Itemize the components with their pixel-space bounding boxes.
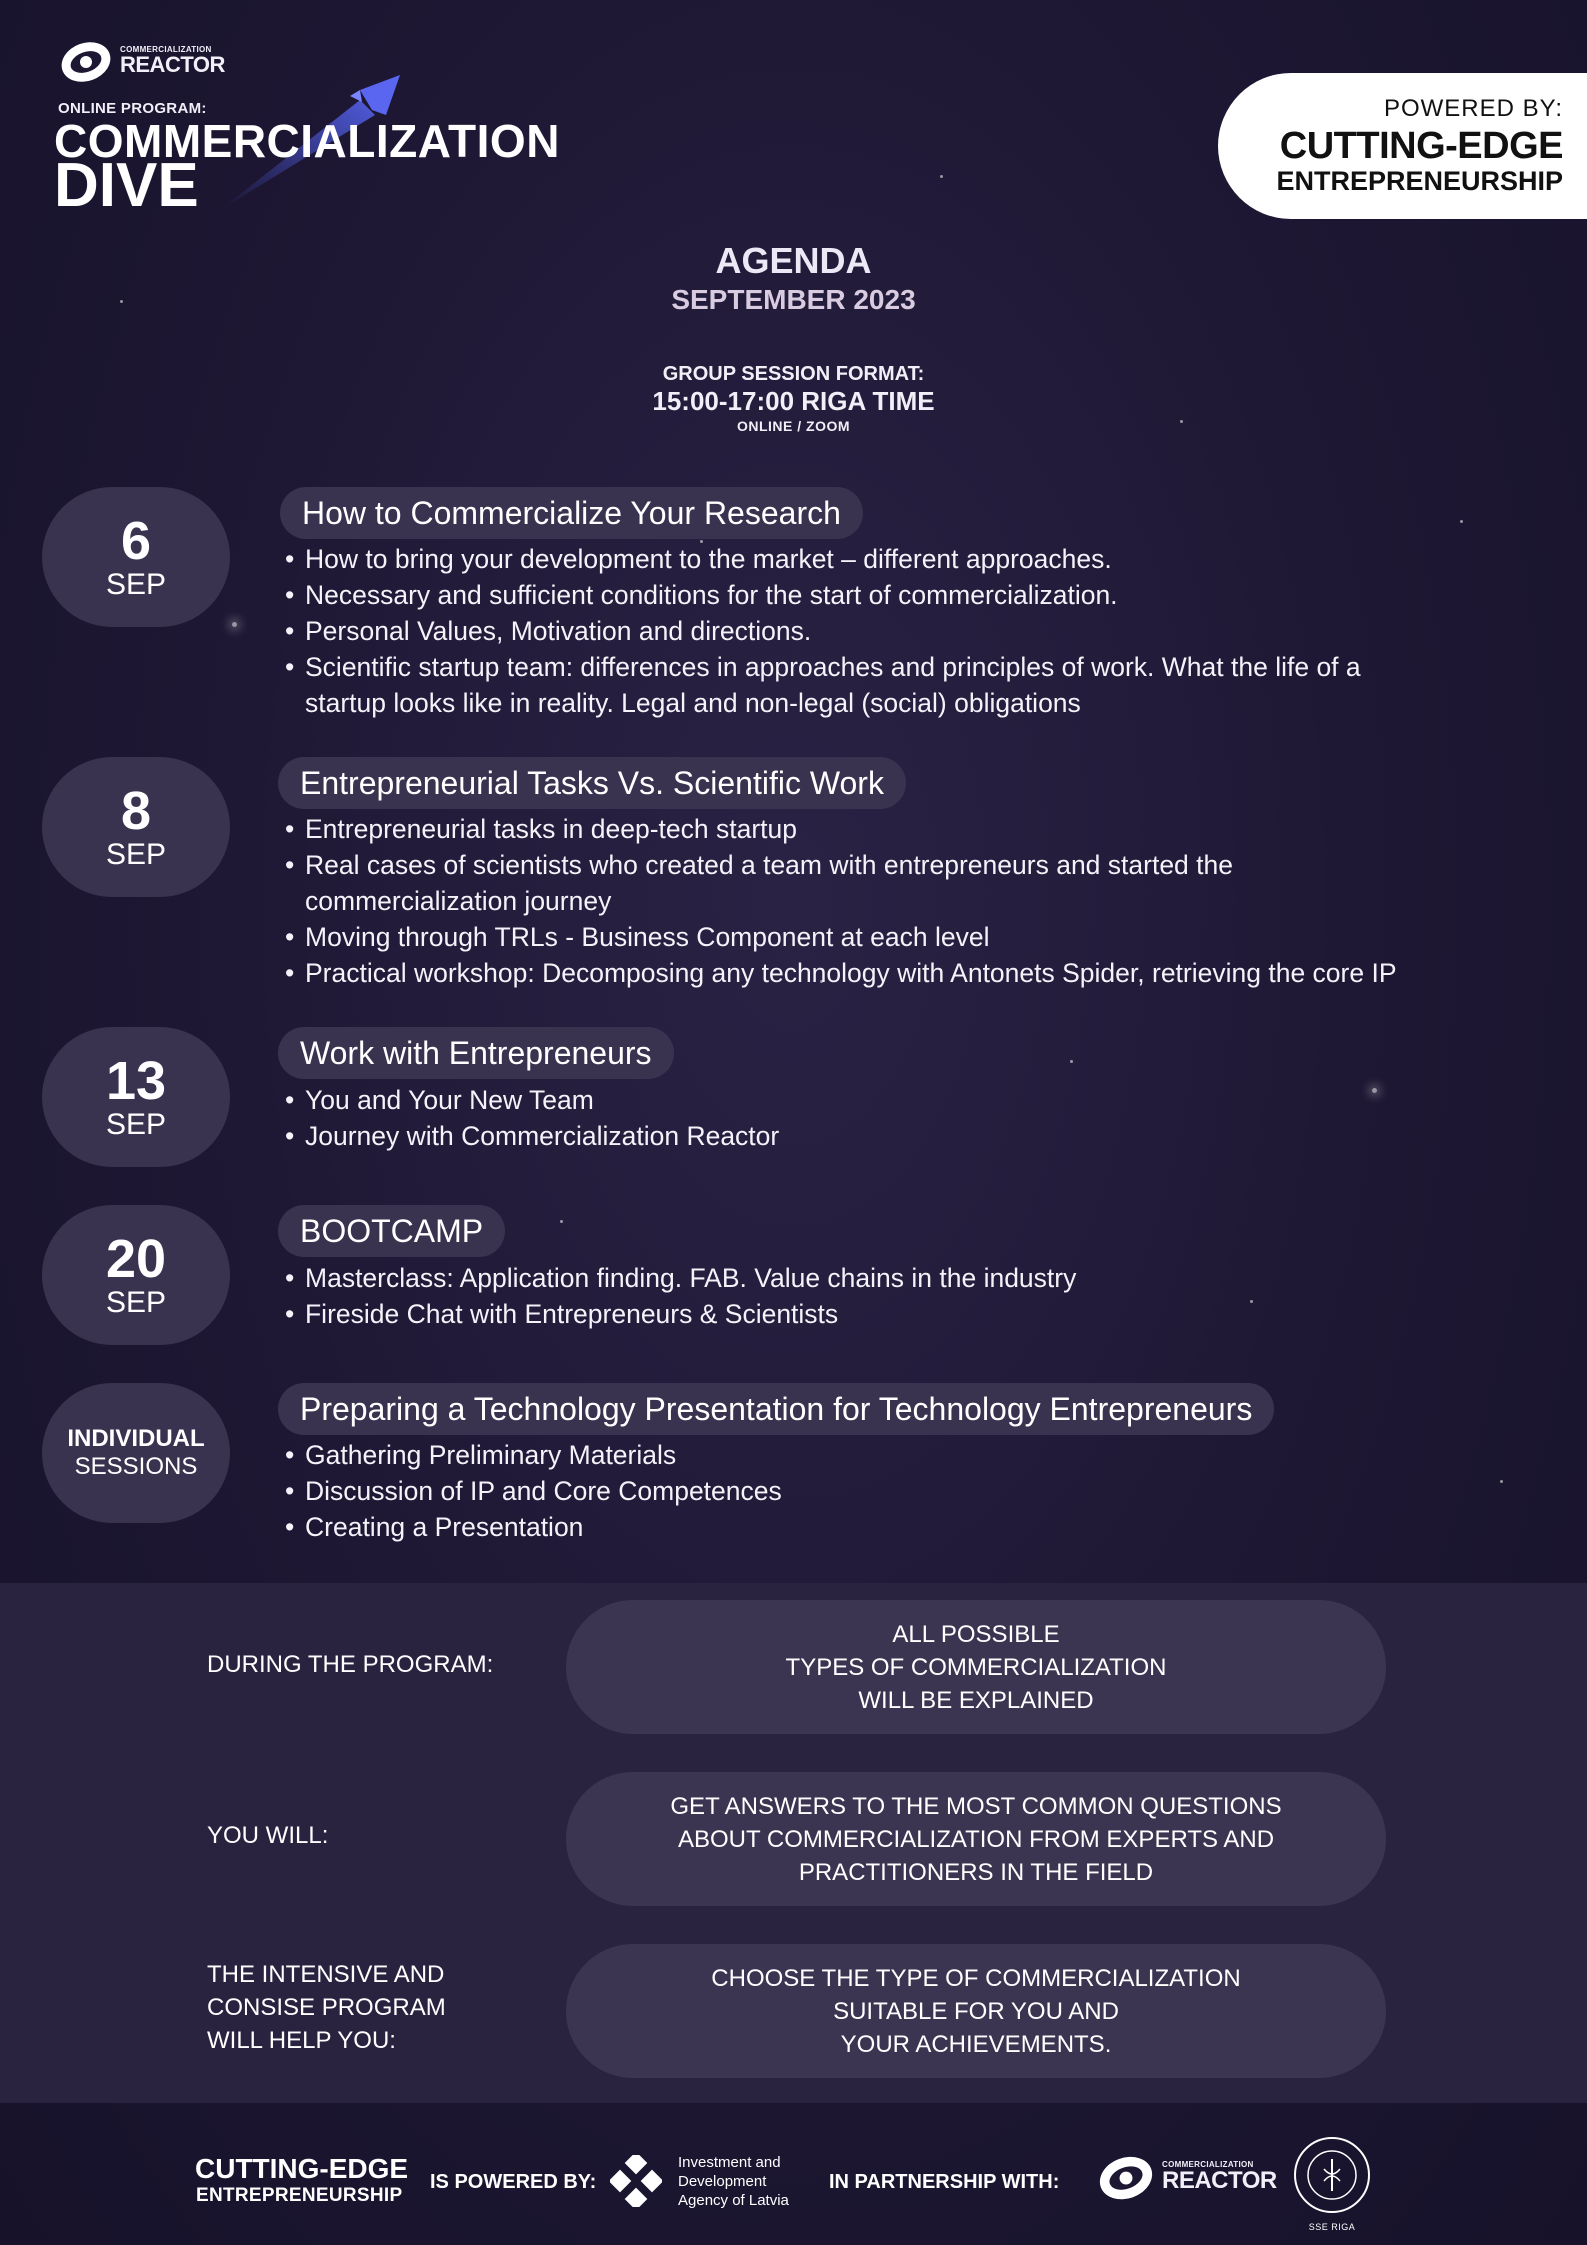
bullet-item: • Scientific startup team: differences in approaches and principles of work. What the life of a xyxy=(285,649,1361,685)
bullet-item: • Masterclass: Application finding. FAB. Value chains in the industry xyxy=(285,1260,1076,1296)
session-bullets xyxy=(285,811,1397,991)
logo-small-text: COMMERCIALIZATION xyxy=(1162,2160,1254,2169)
benefit-pill xyxy=(566,1772,1386,1906)
bullet-item: • Personal Values, Motivation and directions. xyxy=(285,613,1361,649)
benefit-label-line: YOU WILL: xyxy=(207,1822,329,1849)
reactor-logo-icon xyxy=(1096,2149,1156,2205)
footer-reactor-logo xyxy=(1096,2149,1277,2205)
benefit-label xyxy=(207,1648,493,1681)
sse-label: SSE RIGA xyxy=(1308,2222,1356,2232)
benefit-label-line: DURING THE PROGRAM: xyxy=(207,1651,494,1678)
date-month: SEP xyxy=(105,567,167,601)
benefit-text-line: SUITABLE FOR YOU AND xyxy=(833,1997,1119,2025)
format-online: ONLINE / ZOOM xyxy=(736,418,851,434)
date-month: SEP xyxy=(105,837,167,871)
reactor-logo xyxy=(58,36,225,86)
session-title: BOOTCAMP xyxy=(278,1205,505,1257)
powered-by-label: POWERED BY: xyxy=(1383,95,1563,122)
benefit-text-line: PRACTITIONERS IN THE FIELD xyxy=(798,1858,1154,1886)
agenda-title: AGENDA xyxy=(715,240,872,281)
bullet-item: • Creating a Presentation xyxy=(285,1509,782,1545)
powered-by-name-line2: ENTREPRENEURSHIP xyxy=(1276,165,1563,196)
footer-ce-name-line2: ENTREPRENEURSHIP xyxy=(196,2185,403,2206)
bullet-item: • Moving through TRLs - Business Component at each level xyxy=(285,919,1397,955)
benefits-band xyxy=(0,1583,1587,2103)
online-program-label: ONLINE PROGRAM: xyxy=(58,100,207,117)
bullet-item: • You and Your New Team xyxy=(285,1082,779,1118)
date-badge xyxy=(42,1205,230,1345)
powered-by-box xyxy=(1218,73,1587,219)
sse-riga-logo xyxy=(1290,2135,1374,2239)
logo-big-text: REACTOR xyxy=(120,52,225,77)
session-title: Preparing a Technology Presentation for Technology Entrepreneurs xyxy=(278,1383,1274,1435)
program-title-line1: COMMERCIALIZATION xyxy=(54,115,560,167)
date-month: SEP xyxy=(105,1107,167,1141)
benefit-label-line: WILL HELP YOU: xyxy=(207,2027,396,2054)
liaa-name xyxy=(678,2153,789,2210)
date-badge xyxy=(42,1027,230,1167)
liaa-name-line: Agency of Latvia xyxy=(678,2192,789,2209)
benefit-label-line: THE INTENSIVE AND xyxy=(207,1961,445,1988)
date-sessions: SESSIONS xyxy=(74,1453,198,1480)
bullet-item: • Discussion of IP and Core Competences xyxy=(285,1473,782,1509)
session-bullets xyxy=(285,1260,1076,1332)
bullet-item: • Gathering Preliminary Materials xyxy=(285,1437,782,1473)
session-bullets xyxy=(285,541,1361,721)
date-individual: INDIVIDUAL xyxy=(67,1425,205,1452)
session-bullets xyxy=(285,1437,782,1545)
date-day: 8 xyxy=(120,780,152,841)
date-badge xyxy=(42,757,230,897)
bullet-item: • How to bring your development to the market – different approaches. xyxy=(285,541,1361,577)
session-bullets xyxy=(285,1082,779,1154)
date-badge xyxy=(42,487,230,627)
bullet-item: • Necessary and sufficient conditions for the start of commercialization. xyxy=(285,577,1361,613)
bullet-item-continued: commercialization journey xyxy=(305,886,612,916)
session-title: Entrepreneurial Tasks Vs. Scientific Work xyxy=(278,757,906,809)
logo-small-text: COMMERCIALIZATION xyxy=(120,45,212,54)
benefit-text-line: GET ANSWERS TO THE MOST COMMON QUESTIONS xyxy=(670,1792,1282,1820)
bullet-item: • Fireside Chat with Entrepreneurs & Scientists xyxy=(285,1296,1076,1332)
date-day: 6 xyxy=(120,510,152,571)
session-title: How to Commercialize Your Research xyxy=(280,487,863,539)
benefit-text-line: TYPES OF COMMERCIALIZATION xyxy=(785,1653,1167,1681)
benefit-label-line: CONSISE PROGRAM xyxy=(207,1994,446,2021)
bullet-item: • Practical workshop: Decomposing any technology with Antonets Spider, retrieving the core IP xyxy=(285,955,1397,991)
bullet-item: • Real cases of scientists who created a team with entrepreneurs and started the xyxy=(285,847,1397,883)
footer-partner-label: IN PARTNERSHIP WITH: xyxy=(829,2171,1060,2193)
session-title: Work with Entrepreneurs xyxy=(278,1027,674,1079)
sse-seal-icon xyxy=(1292,2135,1372,2215)
benefit-text-line: ALL POSSIBLE xyxy=(892,1620,1060,1648)
bullet-item: • Journey with Commercialization Reactor xyxy=(285,1118,779,1154)
liaa-name-line: Investment and xyxy=(678,2154,781,2171)
footer xyxy=(0,2103,1587,2245)
benefit-pill xyxy=(566,1944,1386,2078)
benefit-text-line: ABOUT COMMERCIALIZATION FROM EXPERTS AND xyxy=(677,1825,1275,1853)
benefit-label xyxy=(207,1958,446,2057)
footer-powered-label: IS POWERED BY: xyxy=(430,2171,597,2193)
date-day: 13 xyxy=(105,1050,167,1111)
benefit-pill xyxy=(566,1600,1386,1734)
format-label: GROUP SESSION FORMAT: xyxy=(662,363,925,385)
benefit-text-line: YOUR ACHIEVEMENTS. xyxy=(840,2030,1112,2058)
reactor-logo-icon xyxy=(58,36,114,86)
benefit-text-line: CHOOSE THE TYPE OF COMMERCIALIZATION xyxy=(711,1964,1241,1992)
liaa-logo-icon xyxy=(610,2155,662,2207)
format-time: 15:00-17:00 RIGA TIME xyxy=(652,386,935,416)
bullet-item-continued: startup looks like in reality. Legal and non-legal (social) obligations xyxy=(305,688,1081,718)
program-title-line2: DIVE xyxy=(54,151,199,220)
date-badge xyxy=(42,1383,230,1523)
liaa-name-line: Development xyxy=(678,2173,767,2190)
date-month: SEP xyxy=(105,1285,167,1319)
footer-ce-name-line1: CUTTING-EDGE xyxy=(195,2153,409,2184)
logo-big-text: REACTOR xyxy=(1162,2167,1277,2194)
agenda-date: SEPTEMBER 2023 xyxy=(671,284,916,315)
bullet-item: • Entrepreneurial tasks in deep-tech startup xyxy=(285,811,1397,847)
powered-by-name-line1: CUTTING-EDGE xyxy=(1279,125,1563,167)
date-day: 20 xyxy=(105,1228,167,1289)
benefit-label xyxy=(207,1819,328,1852)
benefit-text-line: WILL BE EXPLAINED xyxy=(858,1686,1094,1714)
